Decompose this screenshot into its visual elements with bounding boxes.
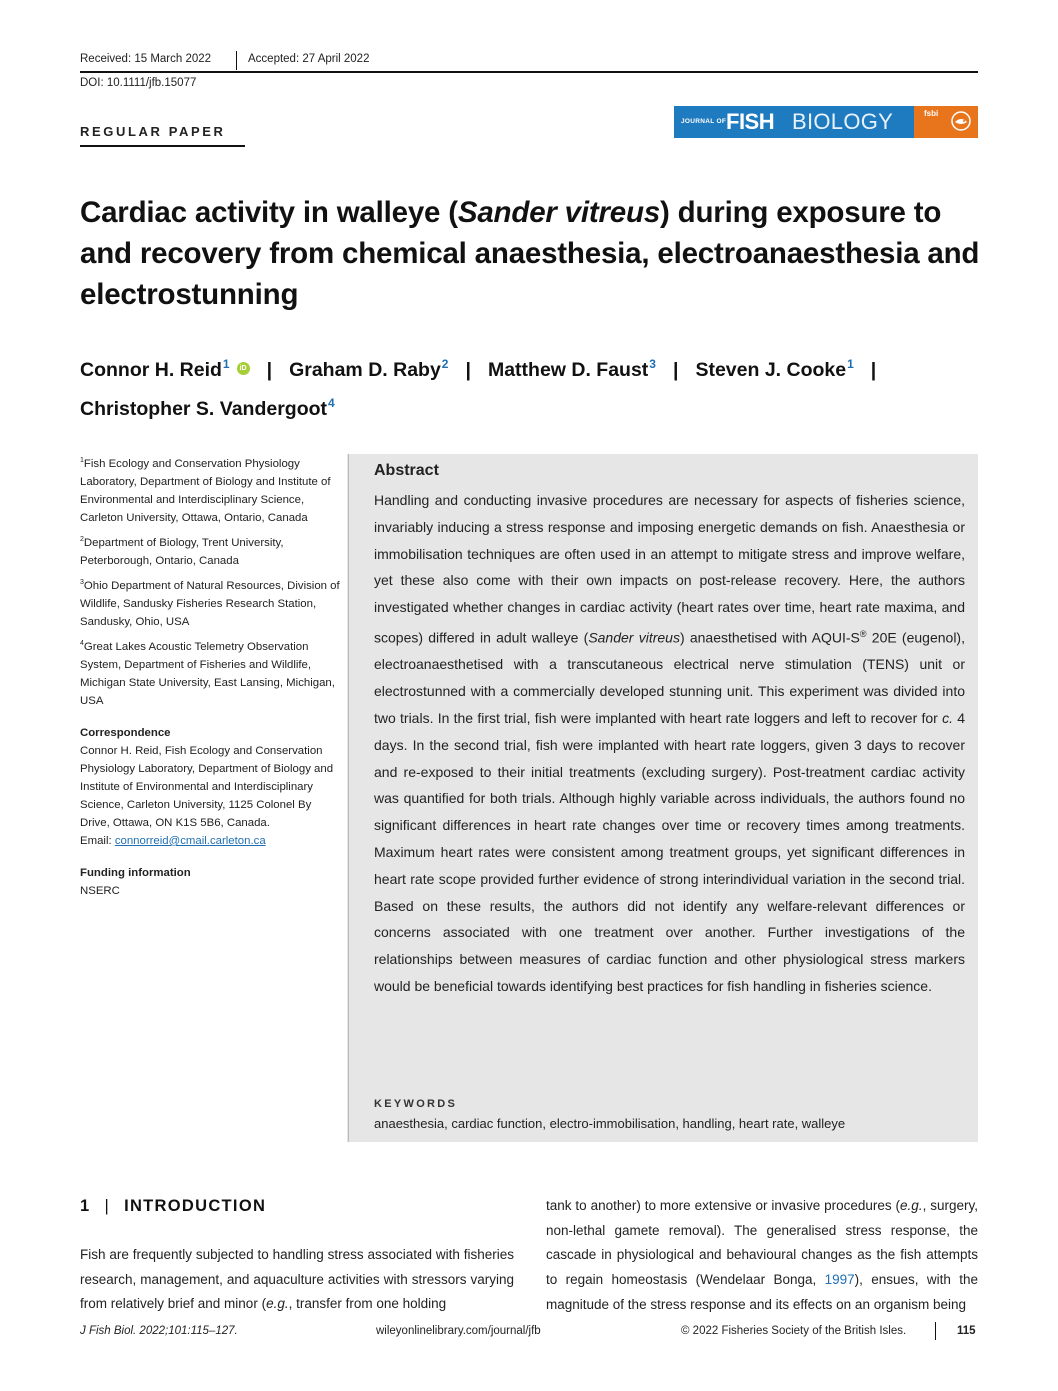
affiliation: $^3$Ohio Department of Natural Resources, Division of Wildlife, Sandusky Fisheries Research Station, Sandusky, Ohio, USA: [80, 579, 340, 628]
correspondence-email-line: Email: connorreid@cmail.carleton.ca: [80, 835, 266, 847]
footer-citation: J Fish Biol. 2022;101:115–127.: [80, 1325, 238, 1337]
affiliation: $^4$Great Lakes Acoustic Telemetry Observation System, Department of Fisheries and Wildlife, Michigan State University, East Lansing, Michigan, USA: [80, 640, 335, 707]
footer-copyright: © 2022 Fisheries Society of the British Isles.: [681, 1325, 907, 1337]
correspondence-text: Connor H. Reid, Fish Ecology and Conservation Physiology Laboratory, Department of Biology and Institute of Environmental and Interdisciplinary Science, Carleton University, 1125 Colonel By Drive, Ottawa, ON K1S 5B6, Canada.: [80, 745, 334, 829]
logo-fish: FISH: [726, 109, 775, 134]
email-link[interactable]: connorreid@cmail.carleton.ca: [114, 835, 266, 847]
author-affiliation-marker[interactable]: 4: [328, 396, 335, 410]
orcid-icon[interactable]: iD: [237, 362, 250, 375]
logo-biology: BIOLOGY: [792, 109, 894, 134]
author-affiliation-marker[interactable]: 3: [649, 357, 656, 371]
introduction-left-column: Fish are frequently subjected to handling stress associated with fisheries research, management, and aquaculture activities with stressors varying from relatively brief and minor (e.g., transfer from one holding: [80, 1247, 514, 1312]
article-type: REGULAR PAPER: [80, 124, 226, 139]
abstract-text: Handling and conducting invasive procedures are necessary for aspects of fisheries science, invariably inducing a stress response and imposing energetic demands on fish. Anaesthesia or immobilisation techniques are often used in an attempt to mitigate stress and improve welfare, yet these also come with their own impacts on post-release recovery. Here, the authors investigated whether changes in cardiac activity (heart rates over time, heart rate maxima, and scopes) differed in adult walleye (Sander vitreus) anaesthetised with AQUI-S® 20E (eugenol), electroanaesthetised with a transcutaneous electrical nerve stimulation (TENS) unit or electrostunned with a commercially developed stunning unit. This experiment was divided into two trials. In the first trial, fish were implanted with heart rate loggers and left to recover for c. 4 days. In the second trial, fish were implanted with heart rate loggers, given 3 days to recover and re-exposed to their initial treatments (excluding surgery). Post-treatment cardiac activity was quantified for both trials. Although highly variable across individuals, the authors found no significant differences in heart rate changes over time or recovery times among treatments. Maximum heart rates were consistent among treatment groups, yet significant differences in heart rate scope provided further evidence of strong interindividual variation in the second trial. Based on these results, the authors did not identify any welfare-relevant differences or concerns associated with one treatment over another. Further investigations of the relationships between measures of cardiac function and other physiological stress markers would be beneficial towards identifying best practices for fish handling in fisheries science.: [374, 492, 965, 994]
affiliation: $^2$Department of Biology, Trent University, Peterborough, Ontario, Canada: [80, 536, 284, 567]
received-date: Received: 15 March 2022: [80, 53, 212, 65]
funding-heading: Funding information: [80, 867, 191, 879]
doi[interactable]: DOI: 10.1111/jfb.15077: [80, 77, 197, 89]
author-name[interactable]: Steven J. Cooke: [695, 359, 847, 381]
author-affiliation-marker[interactable]: 1: [847, 357, 854, 371]
abstract-divider: [348, 454, 349, 1142]
fsbi-emblem-icon: [950, 110, 972, 132]
page-number: 115: [957, 1325, 976, 1337]
journal-logo[interactable]: [674, 106, 978, 138]
paper-title: Cardiac activity in walleye (Sander vitreus) during exposure to and recovery from chemical anaesthesia, electroanaesthesia and electrostunning: [80, 196, 980, 311]
correspondence-heading: Correspondence: [80, 727, 171, 739]
author-affiliation-marker[interactable]: 2: [441, 357, 449, 371]
funding-text: NSERC: [80, 885, 120, 897]
journal-logo-main: [674, 106, 914, 138]
introduction-right-column: tank to another) to more extensive or invasive procedures (e.g., surgery, non-lethal gamete removal). The generalised stress response, the cascade in physiological and behavioural changes as the fish attempts to regain homeostasis (Wendelaar Bonga, 1997), ensues, with the magnitude of the stress response and its effects on an organism being: [546, 1198, 978, 1312]
keywords-text: anaesthesia, cardiac function, electro-immobilisation, handling, heart rate, walleye: [374, 1116, 846, 1131]
fsbi-logo: [914, 106, 978, 138]
footer-url[interactable]: wileyonlinelibrary.com/journal/jfb: [376, 1325, 541, 1337]
header-rule: [80, 71, 978, 73]
title-species: Sander vitreus: [457, 196, 661, 229]
author-affiliation-marker[interactable]: 1: [222, 357, 230, 371]
affiliation: $^1$Fish Ecology and Conservation Physiology Laboratory, Department of Biology and Institute of Environmental and Interdisciplinary Science, Carleton University, Ottawa, Ontario, Canada: [80, 457, 331, 524]
logo-journal-of: JOURNAL OF: [681, 118, 727, 125]
header-separator: [236, 51, 237, 70]
author-name[interactable]: Christopher S. Vandergoot: [80, 398, 328, 420]
citation-link[interactable]: 1997: [824, 1272, 855, 1288]
author-name[interactable]: Matthew D. Faust: [487, 359, 649, 381]
author-list: Connor H. Reid$^1$ iD | Graham D. Raby$^2$ | Matthew D. Faust$^3$ | Steven J. Cooke$^1$ | Christopher S. Vandergoot$^4$: [80, 357, 877, 420]
fsbi-label: fsbi: [924, 109, 939, 118]
keywords-heading: KEYWORDS: [374, 1098, 458, 1110]
footer-separator: [935, 1322, 936, 1340]
author-name[interactable]: Graham D. Raby: [289, 359, 441, 381]
accepted-date: Accepted: 27 April 2022: [248, 53, 370, 65]
affiliations-column: [80, 452, 342, 900]
author-name[interactable]: Connor H. Reid: [80, 359, 222, 381]
article-type-underline: [80, 145, 245, 147]
introduction-heading: 1 | INTRODUCTION: [80, 1197, 267, 1215]
abstract-heading: Abstract: [374, 462, 439, 479]
